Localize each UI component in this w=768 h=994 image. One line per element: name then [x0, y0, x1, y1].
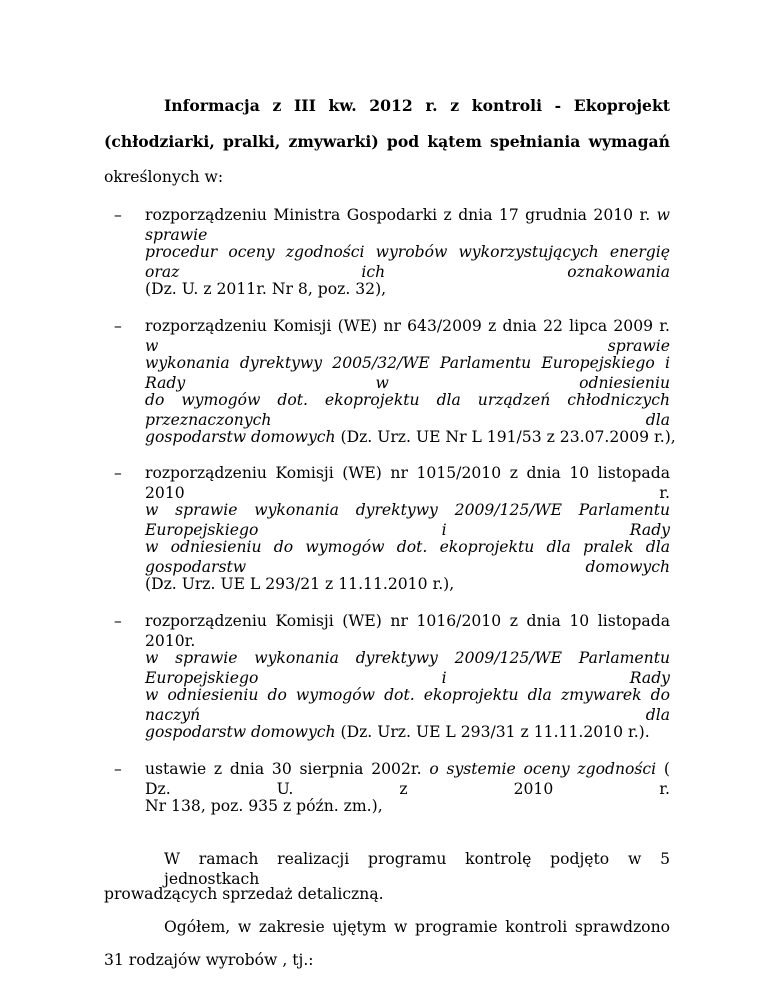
regulation-4-line-2: w sprawie wykonania dyrektywy 2009/125/WE Parlamentu Europejskiego i Rady [145, 649, 670, 687]
regulation-3-line-2: w sprawie wykonania dyrektywy 2009/125/WE Parlamentu Europejskiego i Rady [145, 501, 670, 539]
paragraph-2-line-1: Ogółem, w zakresie ujętym w programie kontroli sprawdzono [164, 918, 670, 936]
document-title-line-1: Informacja z III kw. 2012 r. z kontroli - Ekoprojekt [164, 96, 670, 115]
paragraph-1-line-1: W ramach realizacji programu kontrolę podjęto w 5 jednostkach [164, 850, 670, 888]
list-dash: – [114, 464, 122, 482]
list-dash: – [114, 206, 122, 224]
regulation-1-line-3: (Dz. U. z 2011r. Nr 8, poz. 32), [145, 280, 387, 298]
regulation-4-line-1: rozporządzeniu Komisji (WE) nr 1016/2010 z dnia 10 listopada 2010r. [145, 612, 670, 650]
regulation-1-line-2: procedur oceny zgodności wyrobów wykorzystujących energię oraz ich oznakowania [145, 243, 670, 281]
document-title-line-2: (chłodziarki, pralki, zmywarki) pod kątem spełniania wymagań [104, 132, 670, 151]
regulation-2-line-1: rozporządzeniu Komisji (WE) nr 643/2009 z dnia 22 lipca 2009 r. w sprawie [145, 317, 670, 355]
regulation-3-line-1: rozporządzeniu Komisji (WE) nr 1015/2010 z dnia 10 listopada 2010 r. [145, 464, 670, 502]
regulation-5-line-2: Nr 138, poz. 935 z późn. zm.), [145, 797, 383, 815]
paragraph-1-line-2: prowadzących sprzedaż detaliczną. [104, 885, 384, 903]
regulation-2-line-4: gospodarstw domowych (Dz. Urz. UE Nr L 191/53 z 23.07.2009 r.), [145, 428, 676, 446]
regulation-2-line-2: wykonania dyrektywy 2005/32/WE Parlamentu Europejskiego i Rady w odniesieniu [145, 354, 670, 392]
list-dash: – [114, 612, 122, 630]
list-dash: – [114, 317, 122, 335]
regulation-3-line-3: w odniesieniu do wymogów dot. ekoprojektu dla pralek dla gospodarstw domowych [145, 538, 670, 576]
regulation-5-line-1: ustawie z dnia 30 sierpnia 2002r. o systemie oceny zgodności ( Dz. U. z 2010 r. [145, 760, 671, 798]
regulation-4-line-4: gospodarstw domowych (Dz. Urz. UE L 293/31 z 11.11.2010 r.). [145, 723, 650, 741]
paragraph-2-line-2: 31 rodzajów wyrobów , tj.: [104, 951, 314, 969]
regulation-3-line-4: (Dz. Urz. UE L 293/21 z 11.11.2010 r.), [145, 575, 455, 593]
list-dash: – [114, 760, 122, 778]
regulation-2-line-3: do wymogów dot. ekoprojektu dla urządzeń chłodniczych przeznaczonych dla [145, 391, 670, 429]
intro-text: określonych w: [104, 168, 224, 186]
regulation-1-line-1: rozporządzeniu Ministra Gospodarki z dnia 17 grudnia 2010 r. w sprawie [145, 206, 670, 244]
regulation-4-line-3: w odniesieniu do wymogów dot. ekoprojektu dla zmywarek do naczyń dla [145, 686, 670, 724]
